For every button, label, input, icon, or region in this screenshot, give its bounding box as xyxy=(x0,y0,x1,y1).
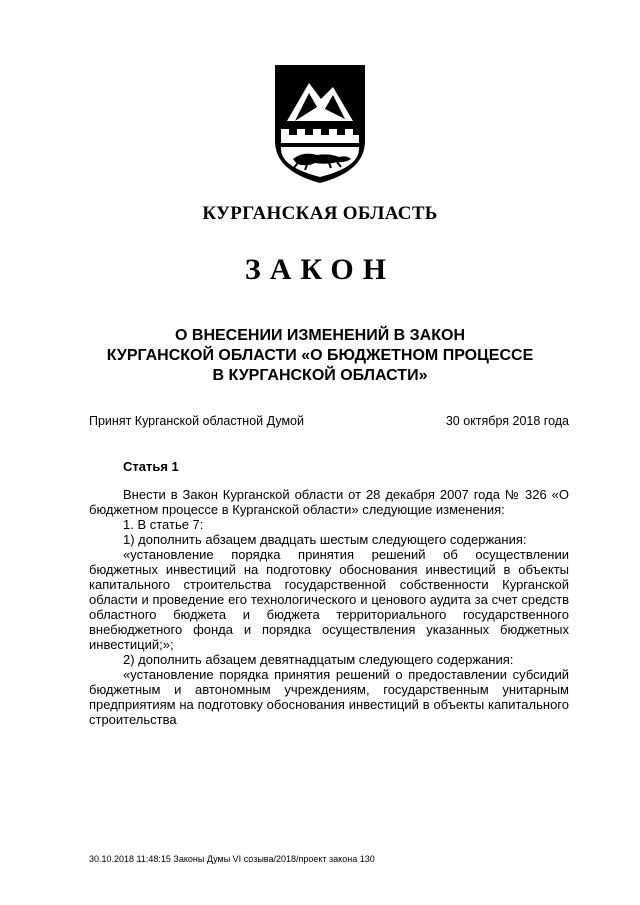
paragraph: «установление порядка принятия решений о предоставлении субсидий бюджетным и автономным учреждениям, государственным унитарным предприятиям на подготовку обоснования инвестиций в объекты капитального строительства xyxy=(89,667,569,727)
adoption-date: 30 октября 2018 года xyxy=(445,414,569,428)
document-type: ЗАКОН xyxy=(244,253,396,286)
article-heading: Статья 1 xyxy=(123,459,179,474)
paragraph: 1) дополнить абзацем двадцать шестым следующего содержания: xyxy=(123,532,527,547)
coat-of-arms-icon xyxy=(273,63,367,185)
document-footer: 30.10.2018 11:48:15 Законы Думы VI созыва/2018/проект закона 130 xyxy=(89,854,375,864)
article-body xyxy=(89,487,569,727)
region-name: КУРГАНСКАЯ ОБЛАСТЬ xyxy=(202,203,438,224)
adopted-by: Принят Курганской областной Думой xyxy=(89,414,304,428)
law-title xyxy=(0,326,640,386)
paragraph: 2) дополнить абзацем девятнадцатым следующего содержания: xyxy=(123,652,514,667)
paragraph: Внести в Закон Курганской области от 28 декабря 2007 года № 326 «О бюджетном процессе в Курганской области» следующие изменения: xyxy=(89,487,569,517)
law-title-line: КУРГАНСКОЙ ОБЛАСТИ «О БЮДЖЕТНОМ ПРОЦЕССЕ xyxy=(106,347,534,364)
law-title-line: В КУРГАНСКОЙ ОБЛАСТИ» xyxy=(212,367,428,384)
paragraph: 1. В статье 7: xyxy=(123,517,204,532)
paragraph: «установление порядка принятия решений об осуществлении бюджетных инвестиций на подготовку обоснования инвестиций в объекты капитального строительства государственной собственности Курганской области и проведение его технологического и ценового аудита за счет средств областного бюджета и бюджета территориального государственного внебюджетного фонда и порядка осуществления указанных бюджетных инвестиций;»; xyxy=(89,547,569,652)
law-title-line: О ВНЕСЕНИИ ИЗМЕНЕНИЙ В ЗАКОН xyxy=(175,327,465,344)
